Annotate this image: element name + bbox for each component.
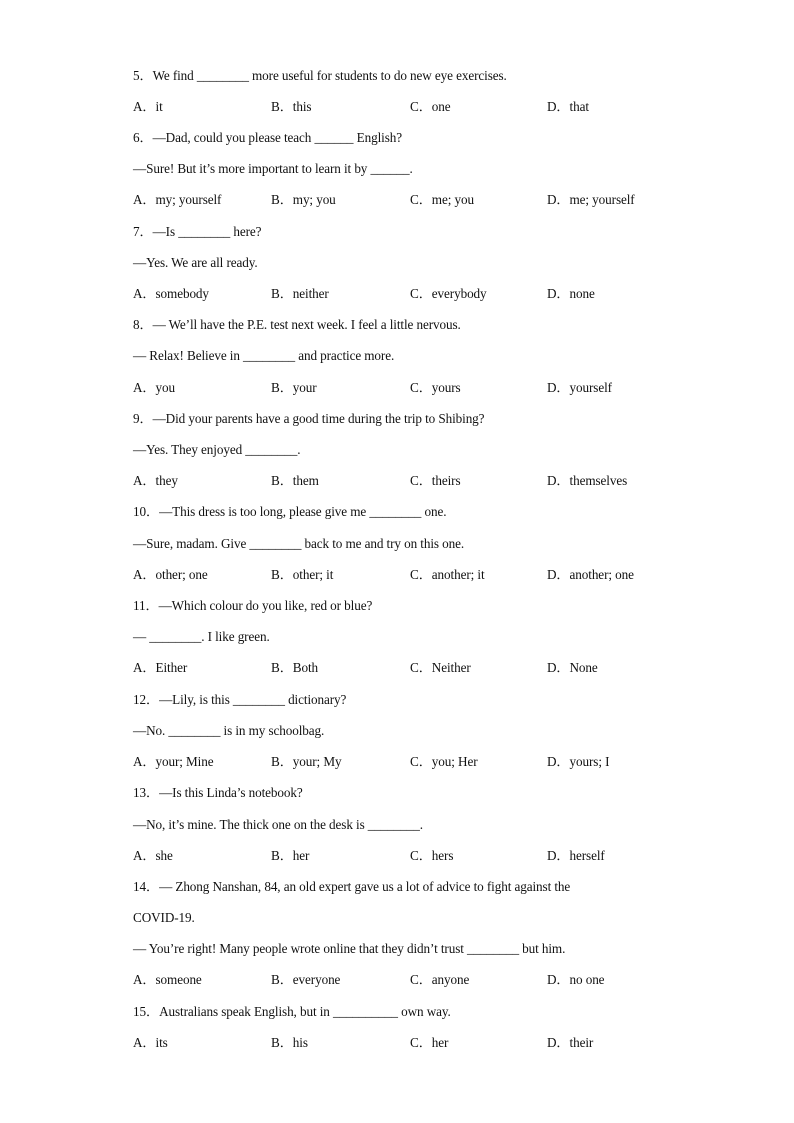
- option-d: D．herself: [547, 848, 605, 863]
- question-10-stem: 10．—This dress is too long, please give me ________ one.: [133, 504, 447, 519]
- option-b: B．your; My: [271, 754, 342, 769]
- option-b: B．neither: [271, 286, 329, 301]
- question-9-reply: —Yes. They enjoyed ________.: [133, 442, 301, 457]
- option-c: C．one: [410, 99, 451, 114]
- option-a: A．its: [133, 1035, 168, 1050]
- option-d: D．their: [547, 1035, 594, 1050]
- option-c: C．theirs: [410, 473, 461, 488]
- question-13-reply: —No, it’s mine. The thick one on the desk is ________.: [133, 817, 423, 832]
- option-a: A．they: [133, 473, 178, 488]
- option-b: B．my; you: [271, 192, 336, 207]
- option-b: B．your: [271, 380, 317, 395]
- question-6-stem: 6．—Dad, could you please teach ______ English?: [133, 130, 402, 145]
- option-a: A．she: [133, 848, 173, 863]
- question-8-stem: 8．— We’ll have the P.E. test next week. I feel a little nervous.: [133, 317, 461, 332]
- option-b: B．other; it: [271, 567, 334, 582]
- option-a: A．somebody: [133, 286, 209, 301]
- option-d: D．me; yourself: [547, 192, 635, 207]
- option-a: A．other; one: [133, 567, 208, 582]
- option-c: C．hers: [410, 848, 454, 863]
- question-9-stem: 9．—Did your parents have a good time during the trip to Shibing?: [133, 411, 485, 426]
- option-c: C．everybody: [410, 286, 487, 301]
- option-d: D．no one: [547, 972, 605, 987]
- question-14-stem-cont: COVID-19.: [133, 910, 195, 925]
- option-d: D．yourself: [547, 380, 612, 395]
- option-a: A．my; yourself: [133, 192, 222, 207]
- question-13-stem: 13．—Is this Linda’s notebook?: [133, 785, 303, 800]
- question-11-stem: 11．—Which colour do you like, red or blue?: [133, 598, 373, 613]
- question-8-reply: — Relax! Believe in ________ and practice more.: [133, 348, 395, 363]
- question-12-stem: 12．—Lily, is this ________ dictionary?: [133, 692, 347, 707]
- question-7-reply: —Yes. We are all ready.: [133, 255, 258, 270]
- option-d: D．yours; I: [547, 754, 610, 769]
- option-b: B．his: [271, 1035, 308, 1050]
- option-a: A．it: [133, 99, 163, 114]
- question-10-reply: —Sure, madam. Give ________ back to me and try on this one.: [133, 536, 465, 551]
- question-15-stem: 15．Australians speak English, but in __________ own way.: [133, 1004, 451, 1019]
- question-6-reply: —Sure! But it’s more important to learn it by ______.: [133, 161, 413, 176]
- option-b: B．this: [271, 99, 312, 114]
- option-c: C．another; it: [410, 567, 485, 582]
- option-c: C．her: [410, 1035, 449, 1050]
- option-d: D．None: [547, 660, 598, 675]
- question-7-stem: 7．—Is ________ here?: [133, 224, 262, 239]
- option-c: C．yours: [410, 380, 461, 395]
- question-11-reply: — ________. I like green.: [133, 629, 270, 644]
- option-c: C．anyone: [410, 972, 470, 987]
- option-d: D．none: [547, 286, 595, 301]
- option-b: B．them: [271, 473, 319, 488]
- option-d: D．that: [547, 99, 589, 114]
- option-c: C．you; Her: [410, 754, 478, 769]
- option-a: A．Either: [133, 660, 188, 675]
- option-b: B．Both: [271, 660, 319, 675]
- question-14-reply: — You’re right! Many people wrote online that they didn’t trust ________ but him.: [133, 941, 566, 956]
- option-b: B．her: [271, 848, 310, 863]
- question-14-stem: 14．— Zhong Nanshan, 84, an old expert gave us a lot of advice to fight against the: [133, 879, 571, 894]
- option-a: A．your; Mine: [133, 754, 214, 769]
- question-12-reply: —No. ________ is in my schoolbag.: [133, 723, 325, 738]
- option-c: C．me; you: [410, 192, 474, 207]
- option-d: D．another; one: [547, 567, 634, 582]
- question-5-stem: 5．We find ________ more useful for students to do new eye exercises.: [133, 68, 507, 83]
- option-d: D．themselves: [547, 473, 628, 488]
- option-a: A．you: [133, 380, 175, 395]
- option-c: C．Neither: [410, 660, 471, 675]
- option-b: B．everyone: [271, 972, 341, 987]
- option-a: A．someone: [133, 972, 202, 987]
